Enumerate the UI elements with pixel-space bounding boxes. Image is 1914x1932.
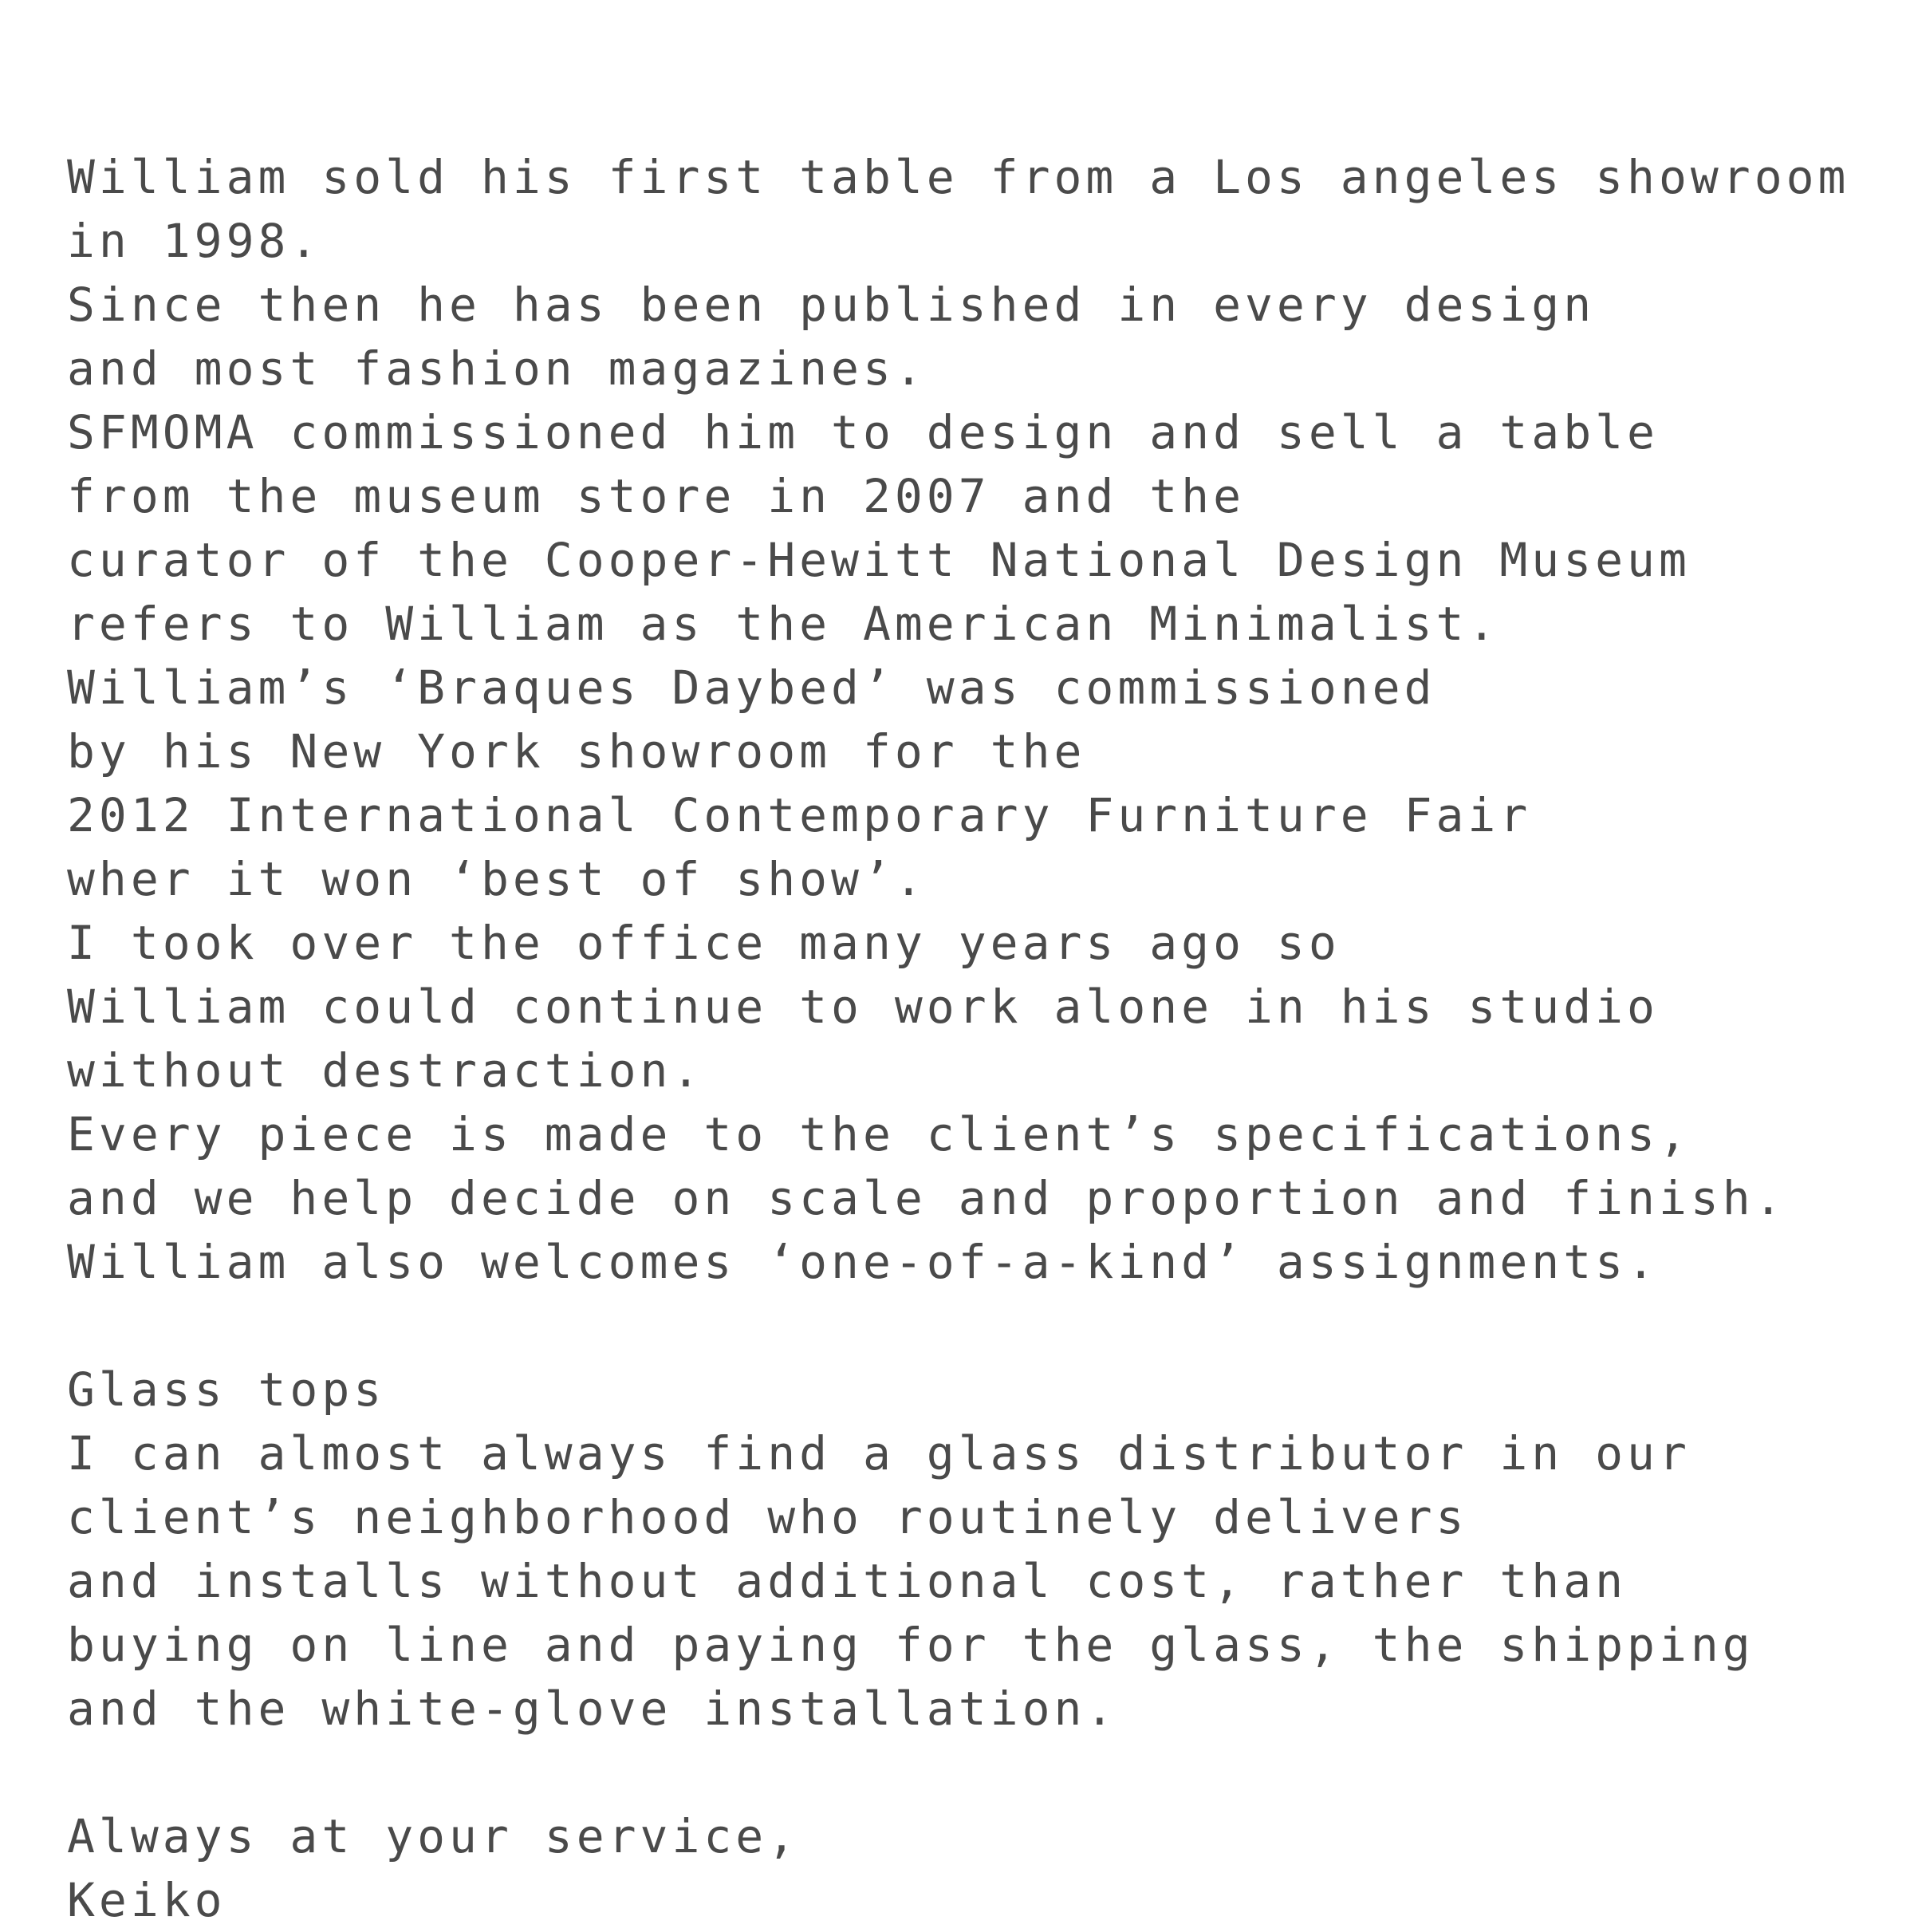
intro-line: without destraction. [67,1043,704,1098]
glass-tops-line: buying on line and paying for the glass, the shipping [67,1618,1754,1672]
intro-line: I took over the office many years ago so [67,916,1341,970]
intro-line: wher it won ‘best of show’. [67,852,927,906]
intro-line: and most fashion magazines. [67,341,927,396]
glass-tops-line: and the white-glove installation. [67,1682,1118,1736]
paragraph-spacer [67,1741,1901,1804]
intro-line: SFMOMA commissioned him to design and sell a table [67,405,1659,459]
closing-signature: Keiko [67,1873,226,1927]
intro-line: refers to William as the American Minimalist. [67,597,1500,651]
intro-line: Every piece is made to the client’s specifications, [67,1107,1691,1161]
intro-line: Since then he has been published in every design [67,278,1596,332]
letter-body [67,145,1901,1932]
intro-line: curator of the Cooper-Hewitt National Design Museum [67,533,1691,587]
intro-line: William sold his first table from a Los angeles showroom [67,150,1850,204]
closing-section [67,1804,1901,1932]
glass-tops-heading: Glass tops [67,1362,386,1417]
intro-line: by his New York showroom for the [67,724,1086,779]
glass-tops-line: I can almost always find a glass distributor in our [67,1426,1691,1481]
closing-salutation: Always at your service, [67,1809,800,1863]
intro-line: William could continue to work alone in his studio [67,980,1659,1034]
glass-tops-line: and installs without additional cost, rather than [67,1554,1628,1608]
intro-line: from the museum store in 2007 and the [67,469,1246,523]
glass-tops-section [67,1358,1901,1741]
paragraph-spacer [67,1294,1901,1358]
intro-paragraph [67,145,1901,1294]
intro-line: and we help decide on scale and proportion and finish. [67,1171,1786,1225]
glass-tops-line: client’s neighborhood who routinely delivers [67,1490,1468,1544]
intro-line: in 1998. [67,214,322,268]
intro-line: William’s ‘Braques Daybed’ was commissioned [67,660,1436,715]
intro-line: 2012 International Contemporary Furniture Fair [67,788,1532,842]
intro-line: William also welcomes ‘one-of-a-kind’ assignments. [67,1235,1659,1289]
